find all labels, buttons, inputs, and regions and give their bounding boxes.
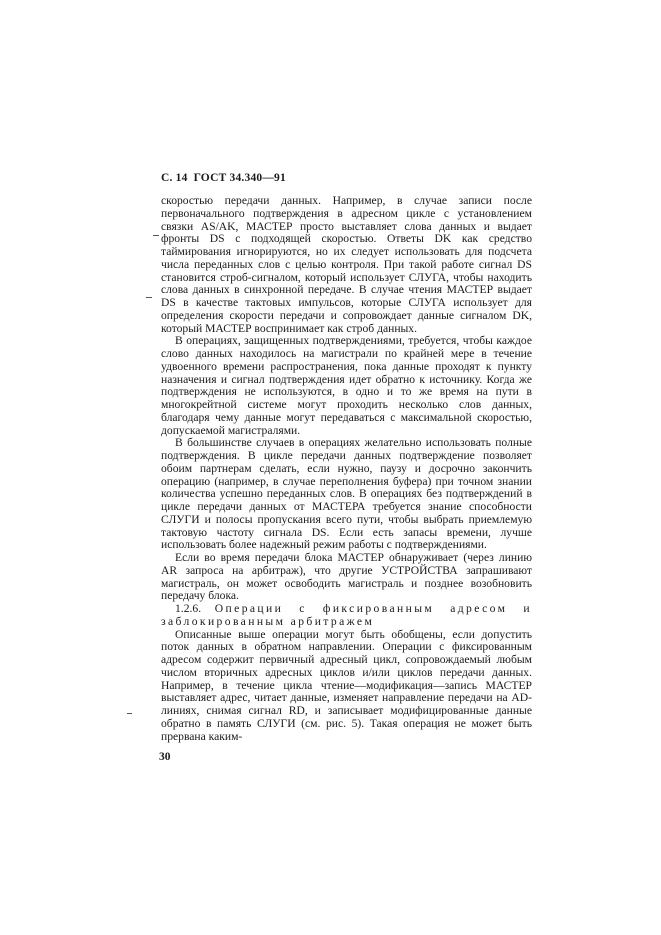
- section-heading: [161, 603, 532, 629]
- margin-mark: [127, 713, 132, 714]
- paragraph: скоростью передачи данных. Например, в случае записи после первоначального подтверждения в адресном цикле с установлением связки AS/AK, МАСТЕР просто выставляет слова данных и выдает фронты DS с подходящей скоростью. Ответы DK как средство таймирования игнорируются, но их следует использовать для подсчета числа переданных слов с целью контроля. При такой работе сигнал DS становится строб-сигналом, который использует СЛУГА, чтобы находить слова данных в синхронной передаче. В случае чтения МАСТЕР выдает DS в качестве тактовых импульсов, которые СЛУГА использует для определения скорости передачи и сопровождает данные сигналом DK, который МАСТЕР воспринимает как строб данных.: [161, 194, 532, 335]
- paragraph: Если во время передачи блока МАСТЕР обнаруживает (через линию AR запроса на арбитраж), что другие УСТРОЙСТВА запрашивают магистраль, он может освободить магистраль и позднее возобновить передачу блока.: [161, 551, 532, 603]
- margin-mark: [153, 235, 159, 236]
- paragraph: Описанные выше операции могут быть обобщены, если допустить поток данных в обратном направлении. Операции с фиксированным адресом содержит первичный адресный цикл, сопровождаемый любым числом вторичных адресных циклов и/или циклов передачи данных. Например, в течение цикла чтение—модификация—запись МАСТЕР выставляет адрес, читает данные, изменяет направление передачи на AD-линиях, снимая сигнал RD, и записывает модифицированные данные обратно в память СЛУГИ (см. рис. 5). Такая операция не может быть прервана каким-: [161, 627, 532, 743]
- section-title: Операции с фиксированным адресом и заблокированным арбитражем: [161, 602, 532, 628]
- page-number: 30: [159, 751, 171, 763]
- page-header: [161, 172, 286, 184]
- margin-mark: [146, 297, 152, 298]
- section-number: 1.2.6.: [175, 602, 202, 615]
- page-label: С. 14: [161, 172, 188, 184]
- paragraph: В большинстве случаев в операциях желательно использовать полные подтверждения. В цикле передачи данных подтверждение позволяет обоим партнерам сделать, если нужно, паузу и досрочно закончить операцию (например, в случае переполнения буфера) при точном знании количества успешно переданных слов. В операциях без подтверждений в цикле передачи данных от МАСТЕРА требуется знание способности СЛУГИ и полосы пропускания всего пути, чтобы выбрать приемлемую тактовую частоту сигнала DS. Если есть запасы времени, лучше использовать более надежный режим работы с подтверждениями.: [161, 436, 532, 552]
- body-text: [161, 195, 532, 743]
- standard-designation: ГОСТ 34.340—91: [193, 172, 286, 184]
- paragraph: В операциях, защищенных подтверждениями, требуется, чтобы каждое слово данных находилось на магистрали по крайней мере в течение удвоенного времени распространения, пока данные проходят к пункту назначения и сигнал подтверждения идет обратно к источнику. Когда же подтверждения не используются, в одно и то же время на пути в многокрейтной системе могут проходить несколько слов данных, благодаря чему данные могут передаваться с максимальной скоростью, допускаемой магистралями.: [161, 334, 532, 437]
